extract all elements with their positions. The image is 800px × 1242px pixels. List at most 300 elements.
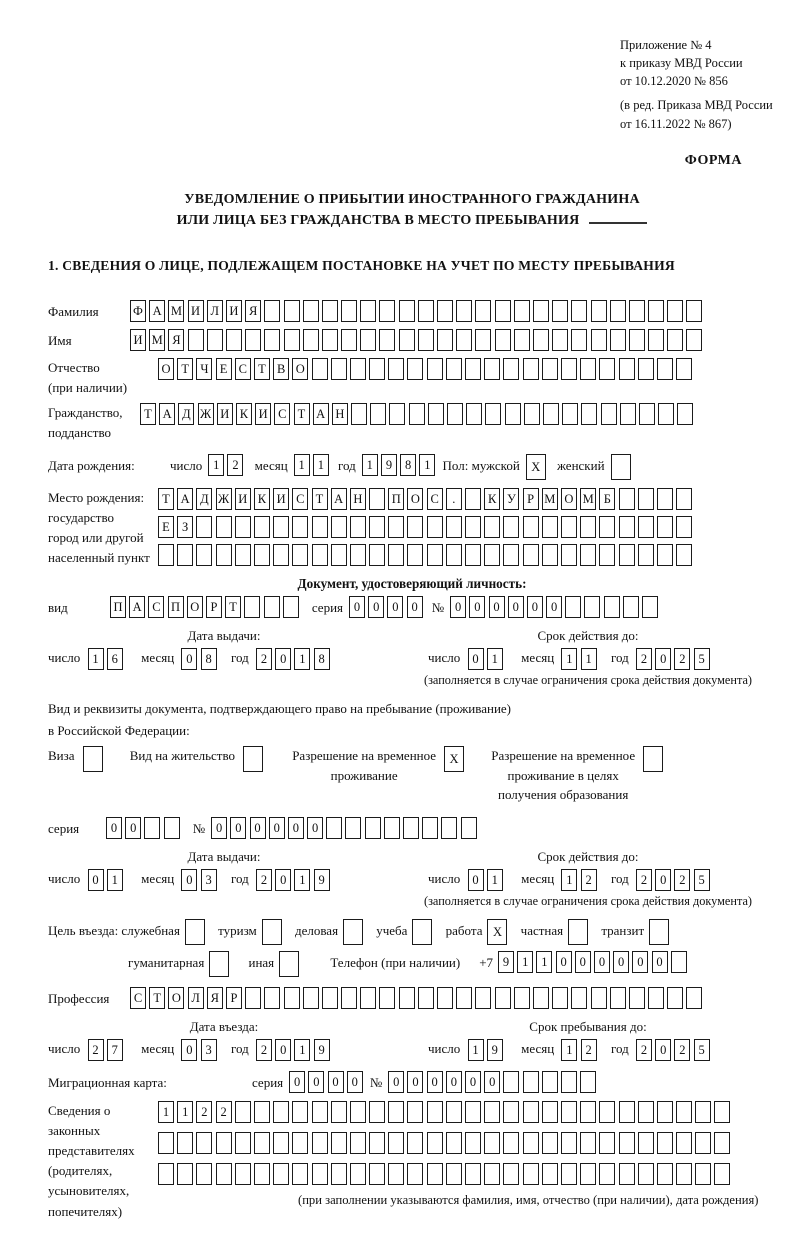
char-box[interactable] bbox=[446, 544, 462, 566]
char-box[interactable]: 0 bbox=[484, 1071, 500, 1093]
char-box[interactable] bbox=[714, 1101, 730, 1123]
char-box[interactable] bbox=[407, 1132, 423, 1154]
char-box[interactable] bbox=[638, 1132, 654, 1154]
char-box[interactable] bbox=[456, 987, 472, 1009]
char-box[interactable]: 0 bbox=[655, 648, 671, 670]
char-box[interactable] bbox=[484, 1101, 500, 1123]
char-box[interactable] bbox=[676, 1163, 692, 1185]
char-box[interactable] bbox=[437, 300, 453, 322]
char-box[interactable]: К bbox=[484, 488, 500, 510]
char-box[interactable] bbox=[565, 596, 581, 618]
char-box[interactable] bbox=[475, 300, 491, 322]
char-box[interactable] bbox=[503, 1163, 519, 1185]
char-box[interactable] bbox=[523, 1132, 539, 1154]
char-box[interactable] bbox=[369, 488, 385, 510]
char-box[interactable] bbox=[273, 516, 289, 538]
char-box[interactable] bbox=[350, 544, 366, 566]
char-box[interactable] bbox=[542, 1132, 558, 1154]
char-box[interactable] bbox=[484, 516, 500, 538]
char-box[interactable] bbox=[571, 329, 587, 351]
char-box[interactable] bbox=[456, 329, 472, 351]
char-box[interactable] bbox=[599, 1163, 615, 1185]
char-box[interactable]: Д bbox=[196, 488, 212, 510]
char-box[interactable] bbox=[407, 1101, 423, 1123]
char-box[interactable] bbox=[389, 403, 405, 425]
char-box[interactable] bbox=[465, 1132, 481, 1154]
char-box[interactable] bbox=[639, 403, 655, 425]
char-box[interactable] bbox=[620, 403, 636, 425]
char-box[interactable] bbox=[303, 329, 319, 351]
char-box[interactable]: 0 bbox=[508, 596, 524, 618]
char-box[interactable]: О bbox=[187, 596, 203, 618]
char-box[interactable] bbox=[676, 544, 692, 566]
char-box[interactable] bbox=[542, 358, 558, 380]
char-box[interactable]: П bbox=[168, 596, 184, 618]
char-box[interactable] bbox=[686, 987, 702, 1009]
char-box[interactable] bbox=[264, 596, 280, 618]
char-box[interactable] bbox=[629, 329, 645, 351]
char-box[interactable] bbox=[369, 516, 385, 538]
char-box[interactable] bbox=[676, 1132, 692, 1154]
char-box[interactable] bbox=[322, 329, 338, 351]
char-box[interactable] bbox=[619, 358, 635, 380]
char-box[interactable] bbox=[604, 596, 620, 618]
char-box[interactable]: О bbox=[407, 488, 423, 510]
char-box[interactable]: 0 bbox=[250, 817, 266, 839]
char-box[interactable]: 8 bbox=[201, 648, 217, 670]
char-box[interactable] bbox=[580, 1163, 596, 1185]
char-box[interactable] bbox=[427, 358, 443, 380]
char-box[interactable] bbox=[244, 596, 260, 618]
char-box[interactable]: 2 bbox=[581, 869, 597, 891]
char-box[interactable]: А bbox=[177, 488, 193, 510]
char-box[interactable] bbox=[638, 488, 654, 510]
char-box[interactable] bbox=[384, 817, 400, 839]
char-box[interactable] bbox=[216, 1132, 232, 1154]
char-box[interactable] bbox=[461, 817, 477, 839]
char-box[interactable] bbox=[514, 329, 530, 351]
char-box[interactable] bbox=[676, 488, 692, 510]
char-box[interactable]: 5 bbox=[694, 869, 710, 891]
char-box[interactable]: Н bbox=[350, 488, 366, 510]
char-box[interactable] bbox=[360, 329, 376, 351]
char-box[interactable] bbox=[407, 516, 423, 538]
char-box[interactable]: 7 bbox=[107, 1039, 123, 1061]
char-box[interactable] bbox=[495, 300, 511, 322]
char-box[interactable] bbox=[523, 1071, 539, 1093]
char-box[interactable] bbox=[446, 1101, 462, 1123]
char-box[interactable] bbox=[254, 1132, 270, 1154]
char-box[interactable] bbox=[667, 987, 683, 1009]
char-box[interactable] bbox=[437, 987, 453, 1009]
char-box[interactable]: 2 bbox=[227, 454, 243, 476]
char-box[interactable] bbox=[475, 987, 491, 1009]
char-box[interactable] bbox=[561, 1132, 577, 1154]
char-box[interactable]: И bbox=[226, 300, 242, 322]
char-box[interactable] bbox=[303, 300, 319, 322]
char-box[interactable] bbox=[292, 1163, 308, 1185]
char-box[interactable] bbox=[273, 544, 289, 566]
char-box[interactable] bbox=[216, 544, 232, 566]
char-box[interactable] bbox=[495, 987, 511, 1009]
char-box[interactable] bbox=[407, 1163, 423, 1185]
char-box[interactable]: М bbox=[580, 488, 596, 510]
char-box[interactable] bbox=[533, 329, 549, 351]
char-box[interactable] bbox=[465, 1163, 481, 1185]
char-box[interactable]: И bbox=[273, 488, 289, 510]
char-box[interactable]: Ж bbox=[198, 403, 214, 425]
char-box[interactable]: Т bbox=[294, 403, 310, 425]
char-box[interactable] bbox=[427, 1101, 443, 1123]
char-box[interactable] bbox=[667, 300, 683, 322]
char-box[interactable] bbox=[441, 817, 457, 839]
char-box[interactable] bbox=[610, 987, 626, 1009]
char-box[interactable]: 1 bbox=[208, 454, 224, 476]
char-box[interactable]: Д bbox=[178, 403, 194, 425]
char-box[interactable] bbox=[484, 1163, 500, 1185]
char-box[interactable] bbox=[369, 1163, 385, 1185]
char-box[interactable] bbox=[561, 1101, 577, 1123]
char-box[interactable]: 0 bbox=[465, 1071, 481, 1093]
char-box[interactable] bbox=[418, 987, 434, 1009]
char-box[interactable] bbox=[599, 1101, 615, 1123]
char-box[interactable] bbox=[409, 403, 425, 425]
char-box[interactable] bbox=[177, 1163, 193, 1185]
char-box[interactable]: 1 bbox=[487, 869, 503, 891]
char-box[interactable] bbox=[599, 1132, 615, 1154]
char-box[interactable] bbox=[568, 919, 588, 945]
char-box[interactable] bbox=[561, 544, 577, 566]
char-box[interactable] bbox=[475, 329, 491, 351]
char-box[interactable] bbox=[619, 488, 635, 510]
char-box[interactable] bbox=[427, 1132, 443, 1154]
char-box[interactable] bbox=[369, 1101, 385, 1123]
char-box[interactable]: Л bbox=[188, 987, 204, 1009]
char-box[interactable] bbox=[196, 1132, 212, 1154]
char-box[interactable] bbox=[254, 544, 270, 566]
char-box[interactable]: 0 bbox=[230, 817, 246, 839]
char-box[interactable]: З bbox=[177, 516, 193, 538]
char-box[interactable] bbox=[331, 544, 347, 566]
char-box[interactable] bbox=[714, 1163, 730, 1185]
char-box[interactable]: 9 bbox=[314, 1039, 330, 1061]
char-box[interactable] bbox=[360, 300, 376, 322]
char-box[interactable] bbox=[235, 1132, 251, 1154]
char-box[interactable] bbox=[343, 919, 363, 945]
char-box[interactable] bbox=[196, 516, 212, 538]
char-box[interactable]: Т bbox=[312, 488, 328, 510]
char-box[interactable]: 0 bbox=[613, 951, 629, 973]
char-box[interactable] bbox=[446, 1163, 462, 1185]
char-box[interactable] bbox=[388, 1132, 404, 1154]
char-box[interactable] bbox=[158, 1132, 174, 1154]
char-box[interactable]: 1 bbox=[419, 454, 435, 476]
char-box[interactable] bbox=[571, 300, 587, 322]
char-box[interactable]: 2 bbox=[581, 1039, 597, 1061]
char-box[interactable] bbox=[542, 544, 558, 566]
char-box[interactable] bbox=[648, 987, 664, 1009]
char-box[interactable] bbox=[331, 1101, 347, 1123]
char-box[interactable]: 0 bbox=[575, 951, 591, 973]
char-box[interactable] bbox=[657, 1163, 673, 1185]
char-box[interactable]: 0 bbox=[594, 951, 610, 973]
char-box[interactable] bbox=[403, 817, 419, 839]
char-box[interactable] bbox=[642, 596, 658, 618]
char-box[interactable]: 0 bbox=[181, 648, 197, 670]
char-box[interactable]: 0 bbox=[307, 817, 323, 839]
char-box[interactable]: И bbox=[217, 403, 233, 425]
char-box[interactable] bbox=[542, 1163, 558, 1185]
char-box[interactable] bbox=[676, 1101, 692, 1123]
char-box[interactable]: К bbox=[236, 403, 252, 425]
char-box[interactable] bbox=[369, 544, 385, 566]
char-box[interactable] bbox=[279, 951, 299, 977]
char-box[interactable]: 1 bbox=[487, 648, 503, 670]
char-box[interactable]: 0 bbox=[275, 1039, 291, 1061]
char-box[interactable] bbox=[235, 516, 251, 538]
char-box[interactable] bbox=[216, 516, 232, 538]
char-box[interactable] bbox=[188, 329, 204, 351]
char-box[interactable] bbox=[543, 403, 559, 425]
char-box[interactable]: А bbox=[313, 403, 329, 425]
char-box[interactable] bbox=[209, 951, 229, 977]
char-box[interactable]: 0 bbox=[407, 1071, 423, 1093]
char-box[interactable] bbox=[446, 358, 462, 380]
char-box[interactable]: 0 bbox=[556, 951, 572, 973]
char-box[interactable]: С bbox=[235, 358, 251, 380]
char-box[interactable] bbox=[533, 300, 549, 322]
char-box[interactable] bbox=[676, 516, 692, 538]
char-box[interactable] bbox=[552, 987, 568, 1009]
char-box[interactable] bbox=[580, 1101, 596, 1123]
char-box[interactable]: 0 bbox=[328, 1071, 344, 1093]
char-box[interactable]: 2 bbox=[674, 648, 690, 670]
char-box[interactable]: О bbox=[561, 488, 577, 510]
char-box[interactable] bbox=[235, 1101, 251, 1123]
char-box[interactable] bbox=[388, 1101, 404, 1123]
char-box[interactable] bbox=[341, 329, 357, 351]
char-box[interactable] bbox=[427, 516, 443, 538]
char-box[interactable] bbox=[331, 1163, 347, 1185]
char-box[interactable] bbox=[610, 300, 626, 322]
char-box[interactable] bbox=[283, 596, 299, 618]
char-box[interactable] bbox=[465, 1101, 481, 1123]
char-box[interactable]: И bbox=[130, 329, 146, 351]
char-box[interactable]: 0 bbox=[655, 1039, 671, 1061]
char-box[interactable] bbox=[601, 403, 617, 425]
char-box[interactable] bbox=[284, 987, 300, 1009]
char-box[interactable] bbox=[503, 358, 519, 380]
char-box[interactable] bbox=[273, 1101, 289, 1123]
char-box[interactable] bbox=[523, 1163, 539, 1185]
char-box[interactable]: Л bbox=[207, 300, 223, 322]
char-box[interactable] bbox=[254, 516, 270, 538]
char-box[interactable] bbox=[542, 516, 558, 538]
char-box[interactable] bbox=[273, 1132, 289, 1154]
char-box[interactable]: 9 bbox=[498, 951, 514, 973]
char-box[interactable] bbox=[561, 1163, 577, 1185]
char-box[interactable] bbox=[580, 1071, 596, 1093]
char-box[interactable] bbox=[331, 358, 347, 380]
char-box[interactable] bbox=[484, 544, 500, 566]
char-box[interactable]: 1 bbox=[536, 951, 552, 973]
char-box[interactable] bbox=[292, 1132, 308, 1154]
char-box[interactable] bbox=[292, 544, 308, 566]
char-box[interactable] bbox=[514, 987, 530, 1009]
char-box[interactable] bbox=[446, 516, 462, 538]
char-box[interactable]: 8 bbox=[400, 454, 416, 476]
char-box[interactable] bbox=[196, 1163, 212, 1185]
char-box[interactable] bbox=[495, 329, 511, 351]
char-box[interactable] bbox=[284, 329, 300, 351]
char-box[interactable]: И bbox=[255, 403, 271, 425]
char-box[interactable]: 1 bbox=[561, 648, 577, 670]
char-box[interactable] bbox=[562, 403, 578, 425]
char-box[interactable] bbox=[331, 516, 347, 538]
char-box[interactable] bbox=[456, 300, 472, 322]
char-box[interactable]: 0 bbox=[275, 869, 291, 891]
char-box[interactable] bbox=[312, 1132, 328, 1154]
char-box[interactable]: Р bbox=[206, 596, 222, 618]
char-box[interactable]: 2 bbox=[674, 869, 690, 891]
char-box[interactable] bbox=[388, 544, 404, 566]
char-box[interactable]: 0 bbox=[289, 1071, 305, 1093]
char-box[interactable]: С bbox=[130, 987, 146, 1009]
char-box[interactable] bbox=[264, 987, 280, 1009]
char-box[interactable]: 2 bbox=[88, 1039, 104, 1061]
char-box[interactable]: Б bbox=[599, 488, 615, 510]
char-box[interactable] bbox=[591, 329, 607, 351]
char-box[interactable] bbox=[331, 1132, 347, 1154]
char-box[interactable]: 0 bbox=[407, 596, 423, 618]
char-box[interactable] bbox=[580, 544, 596, 566]
char-box[interactable] bbox=[599, 516, 615, 538]
char-box[interactable]: 9 bbox=[487, 1039, 503, 1061]
char-box[interactable] bbox=[292, 516, 308, 538]
char-box[interactable]: И bbox=[188, 300, 204, 322]
char-box[interactable]: О bbox=[168, 987, 184, 1009]
char-box[interactable]: Т bbox=[225, 596, 241, 618]
char-box[interactable] bbox=[388, 516, 404, 538]
char-box[interactable]: 3 bbox=[201, 869, 217, 891]
char-box[interactable]: 0 bbox=[468, 869, 484, 891]
char-box[interactable] bbox=[350, 1132, 366, 1154]
char-box[interactable]: О bbox=[158, 358, 174, 380]
char-box[interactable]: 1 bbox=[362, 454, 378, 476]
char-box[interactable]: Ч bbox=[196, 358, 212, 380]
char-box[interactable] bbox=[303, 987, 319, 1009]
char-box[interactable] bbox=[591, 300, 607, 322]
char-box[interactable] bbox=[262, 919, 282, 945]
char-box[interactable]: 0 bbox=[308, 1071, 324, 1093]
char-box[interactable] bbox=[629, 300, 645, 322]
char-box[interactable] bbox=[629, 987, 645, 1009]
char-box[interactable] bbox=[561, 358, 577, 380]
char-box[interactable] bbox=[657, 516, 673, 538]
char-box[interactable] bbox=[484, 1132, 500, 1154]
char-box[interactable] bbox=[599, 358, 615, 380]
char-box[interactable] bbox=[370, 403, 386, 425]
char-box[interactable]: 1 bbox=[581, 648, 597, 670]
char-box[interactable]: Т bbox=[158, 488, 174, 510]
char-box[interactable] bbox=[235, 1163, 251, 1185]
char-box[interactable] bbox=[619, 1101, 635, 1123]
char-box[interactable] bbox=[695, 1101, 711, 1123]
char-box[interactable] bbox=[638, 1101, 654, 1123]
char-box[interactable] bbox=[542, 1101, 558, 1123]
char-box[interactable] bbox=[177, 544, 193, 566]
char-box[interactable]: 1 bbox=[468, 1039, 484, 1061]
char-box[interactable]: 0 bbox=[489, 596, 505, 618]
char-box[interactable]: 2 bbox=[256, 648, 272, 670]
char-box[interactable]: П bbox=[110, 596, 126, 618]
char-box[interactable] bbox=[226, 329, 242, 351]
char-box[interactable] bbox=[561, 516, 577, 538]
char-box[interactable] bbox=[164, 817, 180, 839]
char-box[interactable] bbox=[322, 987, 338, 1009]
char-box[interactable]: 0 bbox=[387, 596, 403, 618]
char-box[interactable] bbox=[388, 1163, 404, 1185]
char-box[interactable]: Т bbox=[140, 403, 156, 425]
char-box[interactable] bbox=[446, 1132, 462, 1154]
char-box[interactable]: Р bbox=[523, 488, 539, 510]
char-box[interactable] bbox=[254, 1163, 270, 1185]
char-box[interactable]: Н bbox=[332, 403, 348, 425]
char-box[interactable] bbox=[379, 329, 395, 351]
char-box[interactable]: Р bbox=[226, 987, 242, 1009]
char-box[interactable] bbox=[312, 358, 328, 380]
char-box[interactable]: 0 bbox=[446, 1071, 462, 1093]
char-box[interactable]: 0 bbox=[632, 951, 648, 973]
char-box[interactable] bbox=[638, 1163, 654, 1185]
char-box[interactable] bbox=[524, 403, 540, 425]
char-box[interactable]: X bbox=[487, 919, 507, 945]
char-box[interactable] bbox=[418, 329, 434, 351]
char-box[interactable]: 2 bbox=[636, 869, 652, 891]
char-box[interactable]: И bbox=[235, 488, 251, 510]
char-box[interactable] bbox=[677, 403, 693, 425]
char-box[interactable] bbox=[350, 516, 366, 538]
char-box[interactable]: 1 bbox=[294, 648, 310, 670]
char-box[interactable] bbox=[207, 329, 223, 351]
char-box[interactable]: 1 bbox=[158, 1101, 174, 1123]
char-box[interactable] bbox=[648, 300, 664, 322]
char-box[interactable] bbox=[657, 1132, 673, 1154]
char-box[interactable]: 1 bbox=[561, 869, 577, 891]
char-box[interactable]: С bbox=[292, 488, 308, 510]
char-box[interactable]: 3 bbox=[201, 1039, 217, 1061]
char-box[interactable]: 0 bbox=[275, 648, 291, 670]
char-box[interactable]: К bbox=[254, 488, 270, 510]
char-box[interactable] bbox=[523, 358, 539, 380]
char-box[interactable]: Я bbox=[207, 987, 223, 1009]
char-box[interactable] bbox=[581, 403, 597, 425]
char-box[interactable] bbox=[523, 1101, 539, 1123]
char-box[interactable] bbox=[503, 1071, 519, 1093]
char-box[interactable] bbox=[341, 300, 357, 322]
char-box[interactable] bbox=[695, 1163, 711, 1185]
char-box[interactable]: 2 bbox=[256, 869, 272, 891]
char-box[interactable]: С bbox=[427, 488, 443, 510]
char-box[interactable] bbox=[465, 358, 481, 380]
char-box[interactable] bbox=[428, 403, 444, 425]
char-box[interactable] bbox=[465, 544, 481, 566]
char-box[interactable] bbox=[514, 300, 530, 322]
char-box[interactable] bbox=[610, 329, 626, 351]
char-box[interactable] bbox=[542, 1071, 558, 1093]
char-box[interactable]: 1 bbox=[294, 454, 310, 476]
char-box[interactable]: Т bbox=[254, 358, 270, 380]
